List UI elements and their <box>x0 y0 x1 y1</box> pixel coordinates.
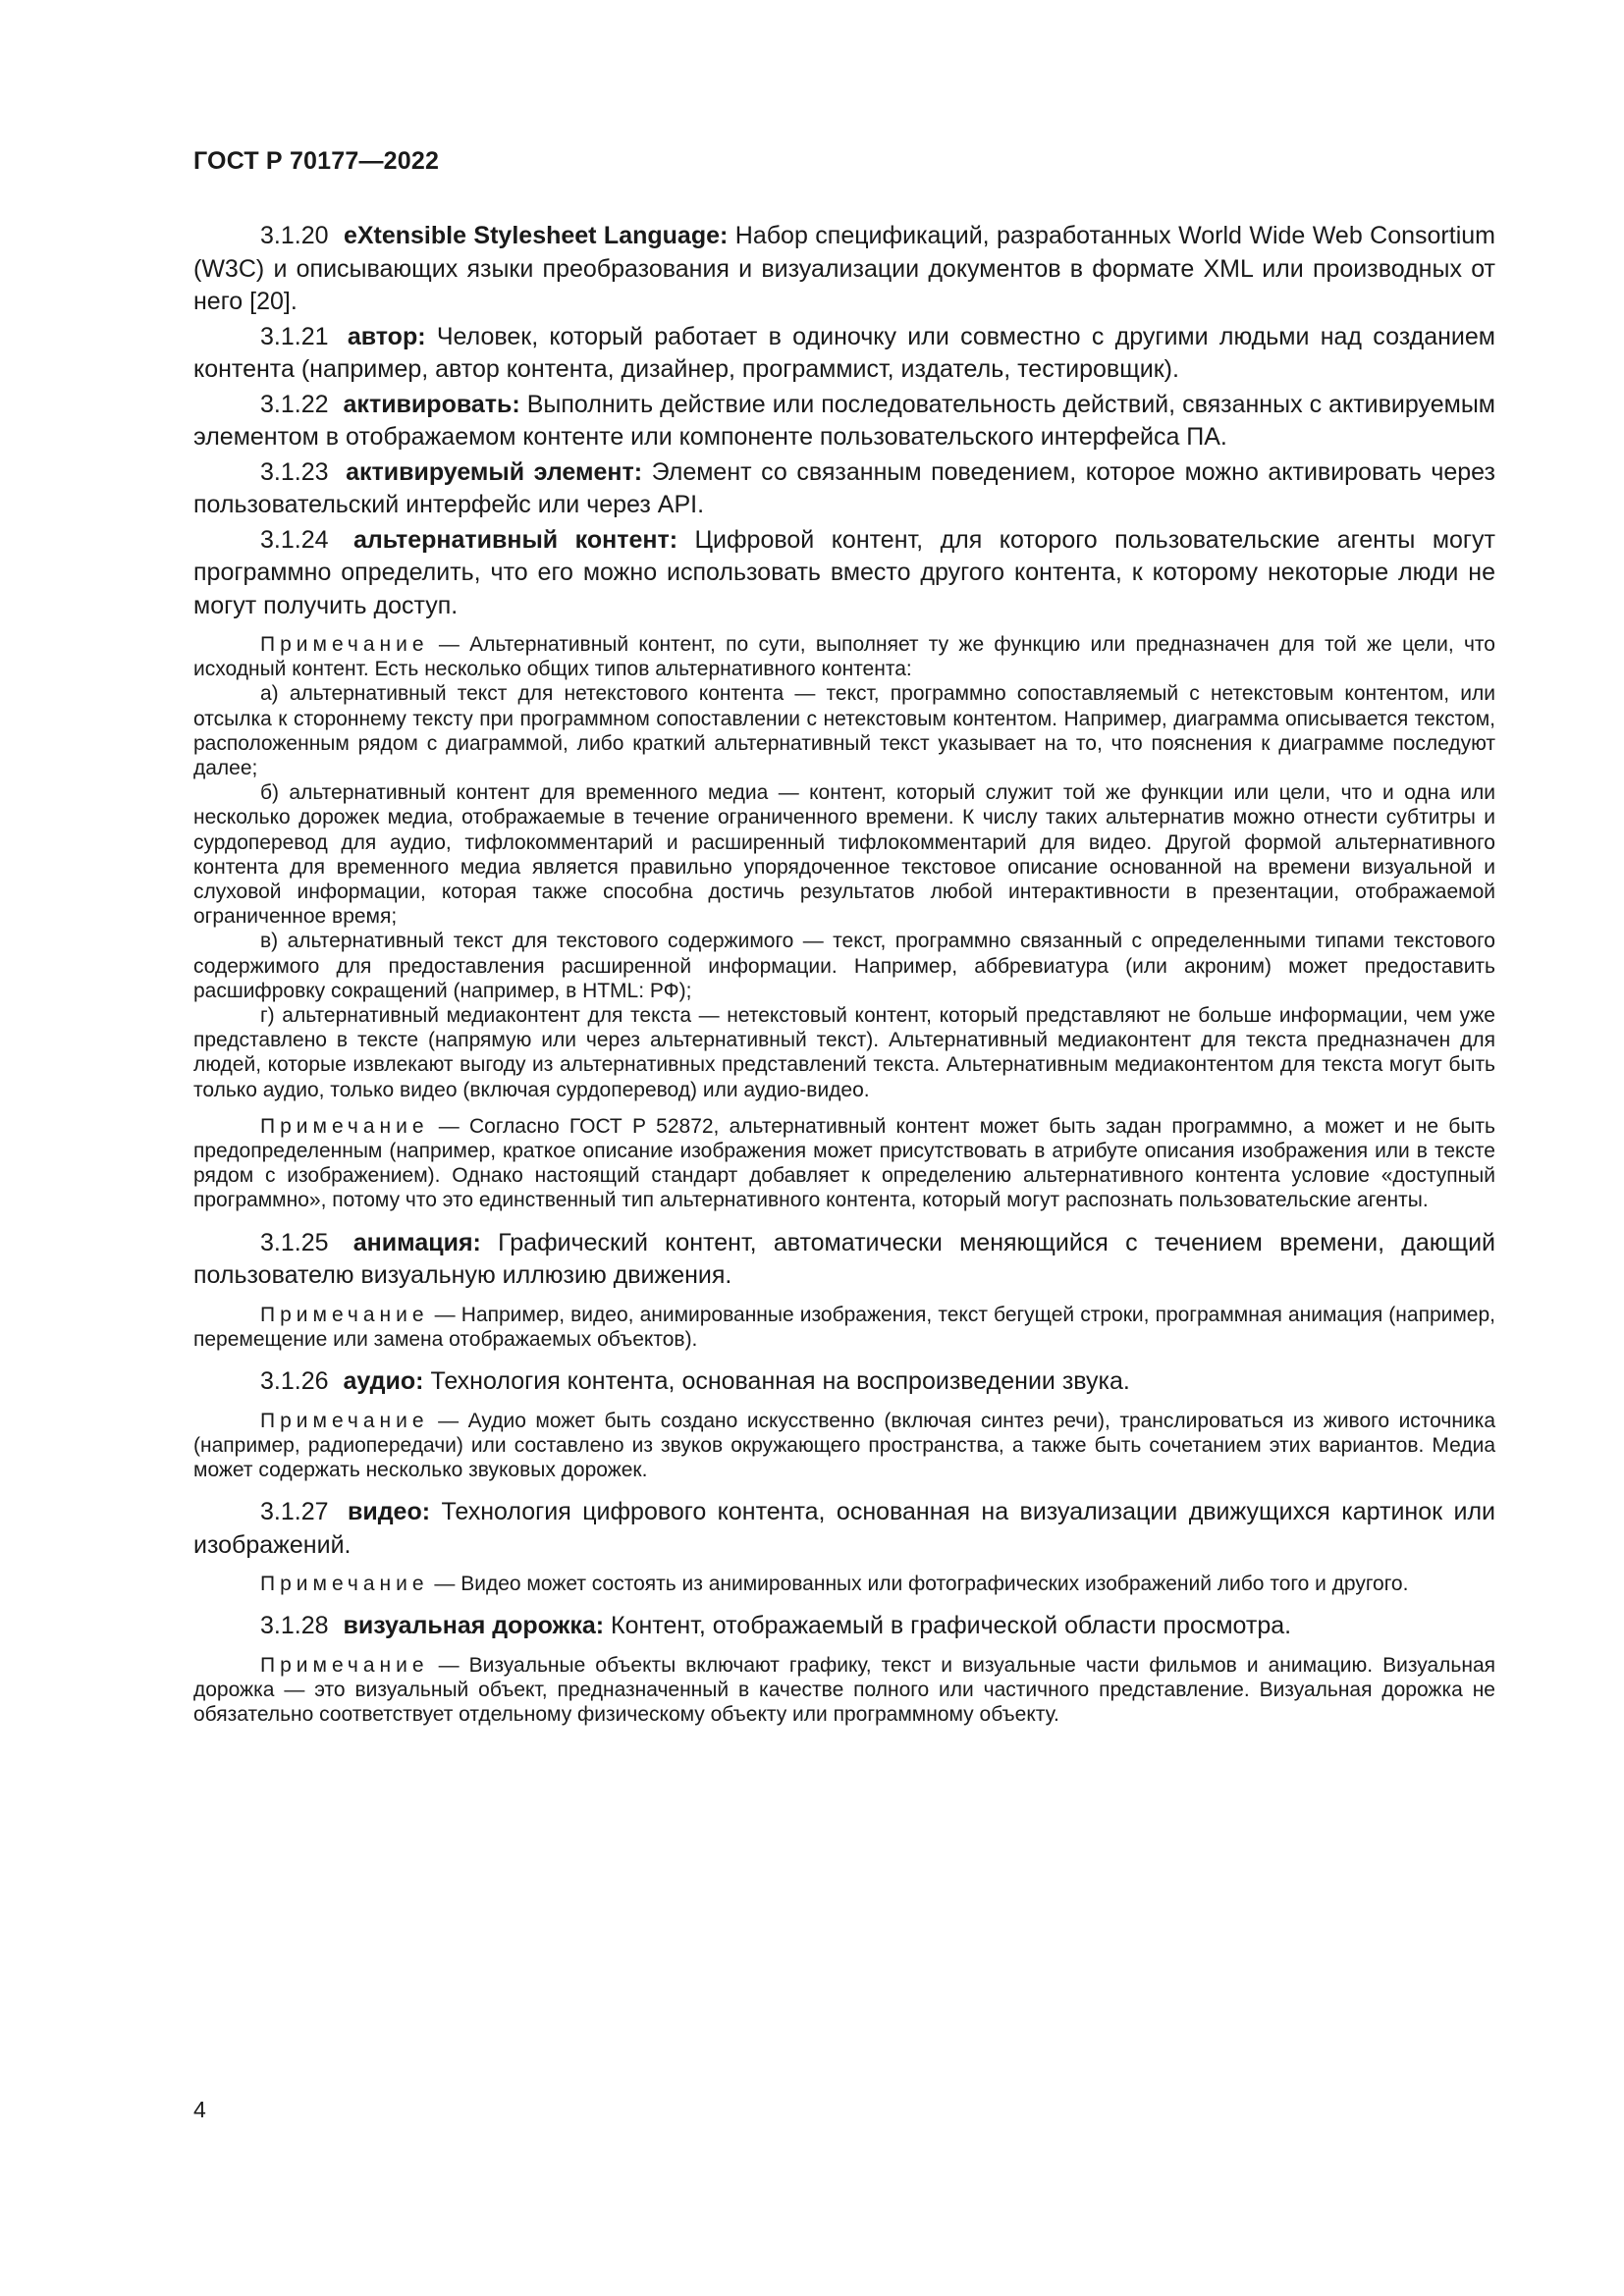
term-definition: Цифровой контент, для которого пользовательские агенты могут программно определить, что его можно использовать вместо другого контента, к которому некоторые люди не могут получить доступ. <box>193 525 1496 619</box>
term-3-1-25 <box>193 1227 1495 1293</box>
term-3-1-23 <box>193 456 1495 522</box>
term-definition: Элемент со связанным поведением, которое можно активировать через пользовательский интерфейс или через API. <box>193 457 1495 518</box>
note-label: Примечание <box>260 633 429 656</box>
term-3-1-22 <box>193 389 1495 454</box>
term-number: 3.1.26 <box>260 1367 329 1396</box>
term-number: 3.1.22 <box>260 390 329 418</box>
term-definition: Технология цифрового контента, основанная на визуализации движущихся картинок или изображений. <box>193 1498 1495 1559</box>
term-definition: Выполнить действие или последовательность действий, связанных с активируемым элементом в отображаемом контенте или компоненте пользовательского интерфейса ПА. <box>193 390 1495 451</box>
note-text: — Согласно ГОСТ Р 52872, альтернативный контент может быть задан программно, а может и не быть предопределенным (например, краткое описание изображения может присутствовать в атрибуте описания изображения или в тексте рядом с изображением). Однако настоящий стандарт добавляет к определению альтернативного контента условие «доступный программно», потому что это единственный тип альтернативного контента, который могут распознать пользовательские агенты. <box>193 1114 1495 1212</box>
term-3-1-27 <box>193 1496 1495 1562</box>
term-definition: Графический контент, автоматически меняющийся с течением времени, дающий пользователю визуальную иллюзию движения. <box>193 1228 1496 1290</box>
term-name: визуальная дорожка: <box>343 1612 605 1640</box>
term-3-1-20 <box>193 220 1495 319</box>
term-number: 3.1.24 <box>260 525 329 554</box>
term-name: анимация: <box>352 1228 481 1256</box>
note-list-item-a: а) альтернативный текст для нетекстового контента — текст, программно сопоставляемый с нетекстовым контентом, или отсылка к стороннему тексту при программном сопоставлении с нетекстовым контентом. Например, диаграмма описывается текстом, расположенным рядом с диаграммой, либо краткий альтернативный текст указывает на то, что пояснения к диаграмме последуют далее; <box>193 682 1495 780</box>
term-number: 3.1.27 <box>260 1498 329 1526</box>
document-header: ГОСТ Р 70177—2022 <box>193 147 440 175</box>
note-text: — Визуальные объекты включают графику, текст и визуальные части фильмов и анимацию. Визуальная дорожка — это визуальный объект, предназначенный в качестве полного или частичного представление. Визуальная дорожка не обязательно соответствует отдельному физическому объекту или программному объекту. <box>193 1653 1495 1727</box>
note-block-3-1-27 <box>193 1572 1495 1596</box>
note-block-3-1-26 <box>193 1409 1495 1483</box>
term-number: 3.1.28 <box>260 1612 329 1640</box>
term-definition: Технология контента, основанная на воспроизведении звука. <box>430 1367 1130 1396</box>
term-name: автор: <box>347 322 426 350</box>
note-list-item-b: б) альтернативный контент для временного медиа — контент, который служит той же функции или цели, что и одна или несколько дорожек медиа, отображаемые в течение ограниченного времени. К числу таких альтернатив можно отнести субтитры и сурдоперевод для аудио, тифлокомментарий и расширенный тифлокомментарий для видео. Другой формой альтернативного контента для временного медиа является правильно упорядоченное текстовое описание основанной на времени визуальной и слуховой информации, которая также способна достичь результатов любой интерактивности в презентации, отображаемой ограниченное время; <box>193 781 1495 929</box>
note-block-3-1-25 <box>193 1303 1495 1352</box>
note-label: Примечание <box>260 1303 429 1326</box>
note-label: Примечание <box>260 1114 429 1138</box>
note <box>193 1409 1495 1483</box>
term-name: аудио: <box>343 1367 424 1396</box>
term-number: 3.1.25 <box>260 1228 329 1256</box>
term-name: eXtensible Stylesheet Language: <box>343 222 729 249</box>
term-definition: Контент, отображаемый в графической области просмотра. <box>611 1612 1292 1640</box>
note-text: — Аудио может быть создано искусственно (включая синтез речи), транслироваться из живого источника (например, радиопередачи) или составлено из звуков окружающего пространства, а также быть сочетанием этих вариантов. Медиа может содержать несколько звуковых дорожек. <box>193 1409 1495 1481</box>
term-name: альтернативный контент: <box>353 525 678 554</box>
term-name: видео: <box>347 1498 431 1526</box>
note <box>193 1303 1495 1352</box>
term-3-1-26 <box>193 1365 1495 1399</box>
note-label: Примечание <box>260 1409 429 1432</box>
term-number: 3.1.20 <box>260 222 329 249</box>
note-text: — Альтернативный контент, по сути, выполняет ту же функцию или предназначен для той же цели, что исходный контент. Есть несколько общих типов альтернативного контента: <box>193 633 1495 681</box>
term-3-1-24 <box>193 524 1495 623</box>
term-name: активируемый элемент: <box>346 457 643 486</box>
document-body <box>193 220 1495 1739</box>
note-text: — Например, видео, анимированные изображения, текст бегущей строки, программная анимация (например, перемещение или замена отображаемых объектов). <box>193 1303 1495 1351</box>
page-number: 4 <box>193 2097 206 2122</box>
note-block-3-1-24-first <box>193 632 1495 1102</box>
note-label: Примечание <box>260 1573 429 1596</box>
term-number: 3.1.21 <box>260 322 329 350</box>
note-text: — Видео может состоять из анимированных или фотографических изображений либо того и другого. <box>434 1573 1409 1596</box>
term-definition: Человек, который работает в одиночку или совместно с другими людьми над созданием контента (например, автор контента, дизайнер, программист, издатель, тестировщик). <box>193 322 1495 383</box>
note <box>193 1572 1495 1596</box>
note-block-3-1-28 <box>193 1653 1495 1728</box>
term-3-1-28 <box>193 1610 1495 1643</box>
note <box>193 1653 1495 1728</box>
term-definition: Набор спецификаций, разработанных World Wide Web Consortium (W3C) и описывающих языки преобразования и визуализации документов в формате XML или производных от него [20]. <box>193 222 1495 315</box>
note <box>193 632 1495 681</box>
note-label: Примечание <box>260 1653 429 1677</box>
note <box>193 1114 1495 1213</box>
note-block-3-1-24-second <box>193 1114 1495 1213</box>
term-3-1-21 <box>193 321 1495 387</box>
note-list-item-g: г) альтернативный медиаконтент для текста — нетекстовый контент, который представляют не больше информации, чем уже представлено в тексте (напрямую или через альтернативный текст). Альтернативный медиаконтент для текста предназначен для людей, которые извлекают выгоду из альтернативных представлений текста. Альтернативным медиаконтентом для текста могут быть только аудио, только видео (включая сурдоперевод) или аудио-видео. <box>193 1004 1495 1101</box>
term-name: активировать: <box>343 390 520 418</box>
note-list-item-v: в) альтернативный текст для текстового содержимого — текст, программно связанный с определенными типами текстового содержимого для предоставления расширенной информации. Например, аббревиатура (или акроним) может предоставить расшифровку сокращений (например, в HTML: РФ); <box>193 930 1495 1002</box>
term-number: 3.1.23 <box>260 457 329 486</box>
